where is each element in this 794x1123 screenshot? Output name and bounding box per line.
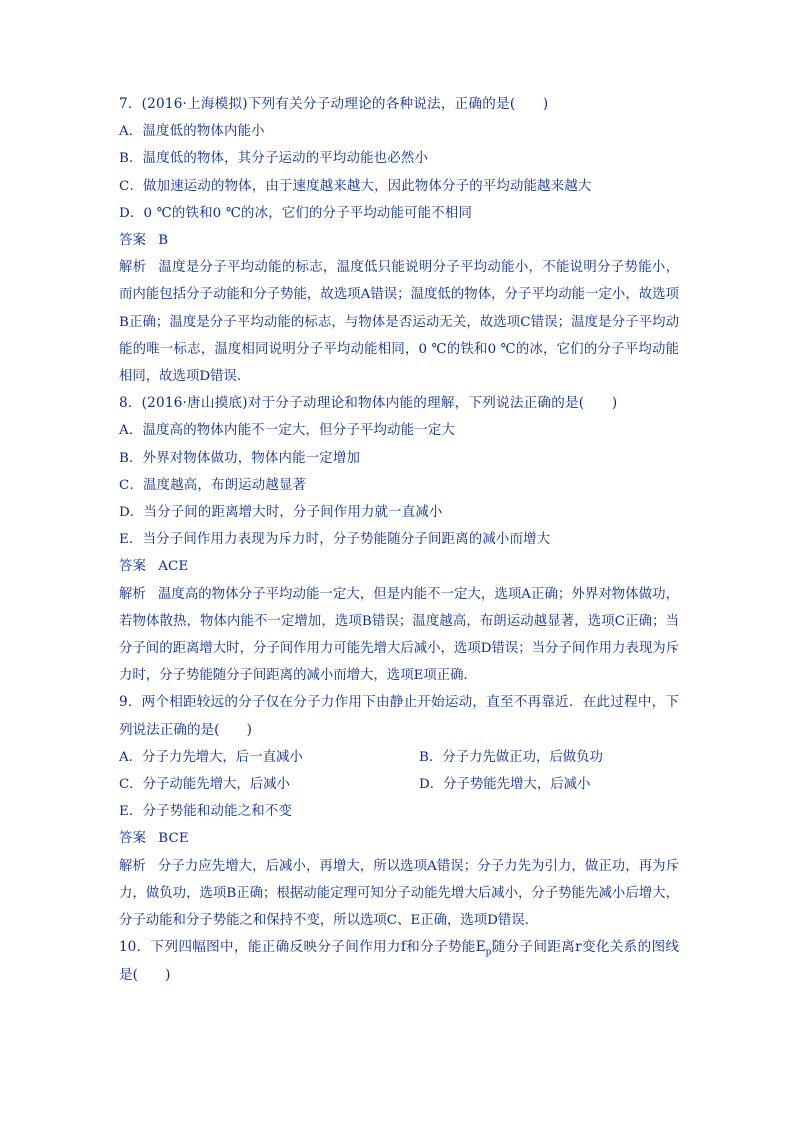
q7-option-d: D．0 ℃的铁和0 ℃的冰，它们的分子平均动能可能不相同 [119, 205, 473, 221]
q10-stem-part2: 随分子间距离r变化关系的图线是( ) [119, 939, 679, 983]
q9-option-a: A．分子力先增大，后一直减小 [119, 749, 303, 765]
q9-stem: 9．两个相距较远的分子仅在分子力作用下由静止开始运动，直至不再靠近．在此过程中，下列说法正确的是( ) [119, 694, 679, 738]
q7-analysis [119, 254, 679, 390]
q7-option-b: B．温度低的物体，其分子运动的平均动能也必然小 [119, 151, 429, 167]
q7-stem: 7．(2016·上海模拟)下列有关分子动理论的各种说法，正确的是( ) [119, 96, 549, 112]
q9-answer [119, 825, 679, 852]
q8-option-c: C．温度越高，布朗运动越显著 [119, 477, 307, 493]
q9-option-c: C．分子动能先增大，后减小 [119, 777, 290, 793]
q9-option-b: B．分子力先做正功，后做负功 [419, 749, 603, 765]
q8-analysis-text: 温度高的物体分子平均动能一定大，但是内能不一定大，选项A正确；外界对物体做功，若物体散热，物体内能不一定增加，选项B错误；温度越高，布朗运动越显著，选项C正确；当分子间的距离增大时，分子间作用力可能先增大后减小，选项D错误；当分子间作用力表现为斥力时，分子势能随分子间距离的减小而增大，选项E项正确． [119, 586, 680, 684]
q8-option-b: B．外界对物体做功，物体内能一定增加 [119, 450, 361, 466]
q8-stem: 8．(2016·唐山摸底)对于分子动理论和物体内能的理解，下列说法正确的是( ) [119, 395, 618, 412]
q9-answer-label: 答案 [119, 831, 147, 847]
q8-analysis [119, 581, 679, 690]
q8-answer-value: ACE [158, 559, 189, 575]
content [119, 91, 679, 989]
q7-option-a: A．温度低的物体内能小 [119, 124, 265, 140]
q9-option-e: E．分子势能和动能之和不变 [119, 804, 293, 820]
q9-analysis-label: 解析 [119, 858, 146, 874]
q10-stem-part1: 10．下列四幅图中，能正确反映分子间作用力f和分子势能E [119, 939, 486, 956]
q8-option-d: D．当分子间的距离增大时，分子间作用力就一直减小 [119, 505, 443, 521]
q9-option-d: D．分子势能先增大，后减小 [419, 777, 591, 793]
q10-stem [119, 934, 679, 988]
q7-analysis-label: 解析 [119, 260, 147, 276]
q7-answer [119, 227, 679, 254]
q8-answer [119, 553, 679, 580]
q9-options-row-1 [119, 744, 679, 771]
q8-answer-label: 答案 [119, 559, 147, 575]
q8-option-a: A．温度高的物体内能不一定大，但分子平均动能一定大 [119, 423, 456, 439]
q9-analysis [119, 853, 679, 935]
q9-analysis-text: 分子力应先增大，后减小，再增大，所以选项A错误；分子力先为引力，做正功，再为斥力，做负功，选项B正确；根据动能定理可知分子动能先增大后减小，分子势能先减小后增大，分子动能和分子势能之和保持不变，所以选项C、E正确，选项D错误． [119, 858, 680, 929]
q8-option-e: E．当分子间作用力表现为斥力时，分子势能随分子间距离的减小而增大 [119, 532, 551, 548]
q7-answer-value: B [158, 233, 169, 249]
q9-options-row-2 [119, 771, 679, 798]
q7-analysis-text: 温度是分子平均动能的标志，温度低只能说明分子平均动能小，不能说明分子势能小，而内能包括分子动能和分子势能，故选项A错误；温度低的物体，分子平均动能一定小，故选项B正确；温度是分子平均动能的标志，与物体是否运动无关，故选项C错误；温度是分子平均动能的唯一标志，温度相同说明分子平均动能相同，0 ℃的铁和0 ℃的冰，它们的分子平均动能相同，故选项D错误． [119, 260, 680, 385]
q8-analysis-label: 解析 [119, 586, 146, 602]
q7-option-c: C．做加速运动的物体，由于速度越来越大，因此物体分子的平均动能越来越大 [119, 178, 592, 194]
q10-stem-subscript: p [485, 948, 492, 959]
q7-answer-label: 答案 [119, 233, 147, 249]
q9-answer-value: BCE [158, 831, 189, 847]
